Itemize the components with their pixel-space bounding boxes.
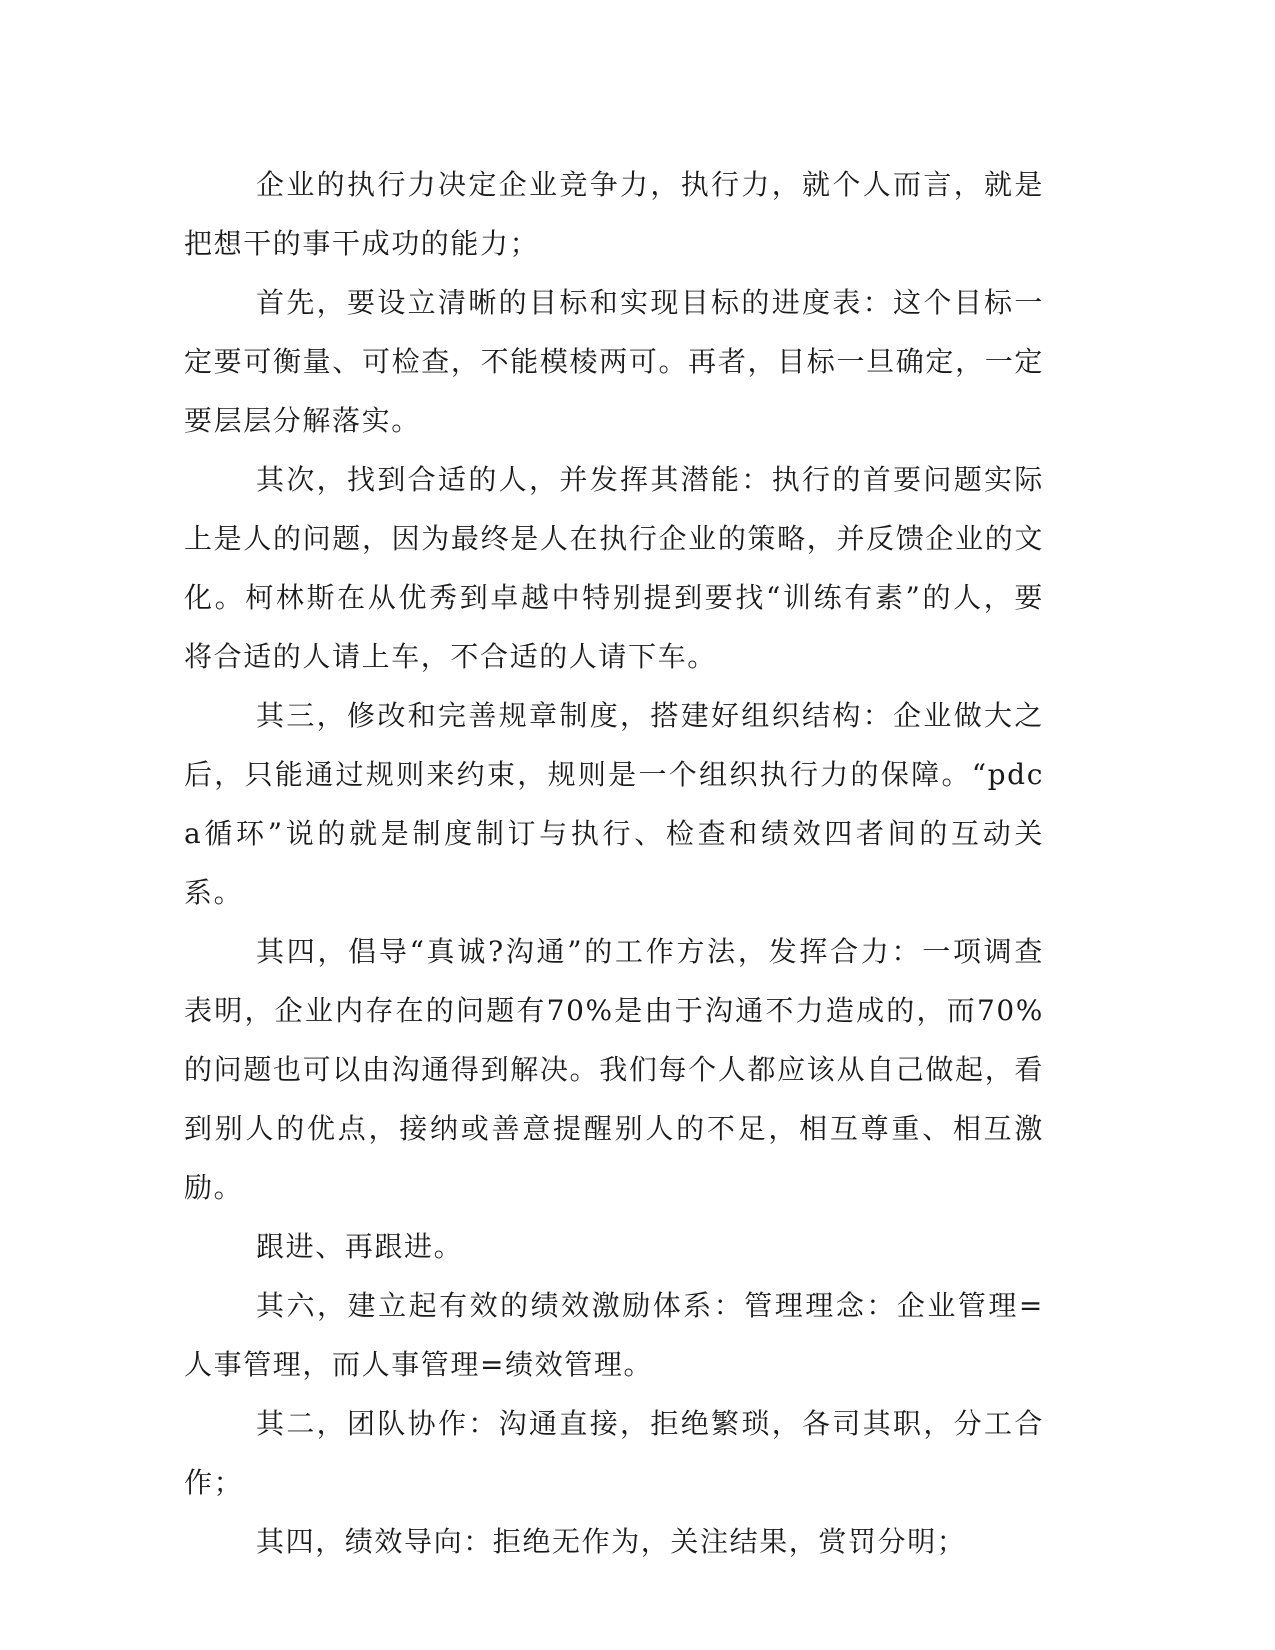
paragraph-goals: 首先，要设立清晰的目标和实现目标的进度表：这个目标一定要可衡量、可检查，不能模棱两可。再者，目标一旦确定，一定要层层分解落实。 xyxy=(184,286,1044,437)
paragraph-teamwork: 其二，团队协作：沟通直接，拒绝繁琐，各司其职，分工合作； xyxy=(184,1407,1044,1499)
paragraph-performance-oriented: 其四，绩效导向：拒绝无作为，关注结果，赏罚分明； xyxy=(256,1525,967,1558)
paragraph-rules-structure: 其三，修改和完善规章制度，搭建好组织结构：企业做大之后，只能通过规则来约束，规则是一个组织执行力的保障。“pdca循环”说的就是制度制订与执行、检查和绩效四者间的互动关系。 xyxy=(184,699,1044,909)
paragraph-performance-system: 其六，建立起有效的绩效激励体系：管理理念：企业管理=人事管理，而人事管理=绩效管理。 xyxy=(184,1289,1044,1381)
paragraph-right-people: 其次，找到合适的人，并发挥其潜能：执行的首要问题实际上是人的问题，因为最终是人在执行企业的策略，并反馈企业的文化。柯林斯在从优秀到卓越中特别提到要找“训练有素”的人，要将合适的人请上车，不合适的人请下车。 xyxy=(184,463,1044,673)
paragraph-communication: 其四，倡导“真诚?沟通”的工作方法，发挥合力：一项调查表明，企业内存在的问题有70%是由于沟通不力造成的，而70%的问题也可以由沟通得到解决。我们每个人都应该从自己做起，看到别人的优点，接纳或善意提醒别人的不足，相互尊重、相互激励。 xyxy=(184,935,1044,1204)
paragraph-execution-intro: 企业的执行力决定企业竞争力，执行力，就个人而言，就是把想干的事干成功的能力； xyxy=(184,168,1044,260)
document-body xyxy=(184,155,1044,1571)
paragraph-follow-up: 跟进、再跟进。 xyxy=(256,1230,464,1263)
